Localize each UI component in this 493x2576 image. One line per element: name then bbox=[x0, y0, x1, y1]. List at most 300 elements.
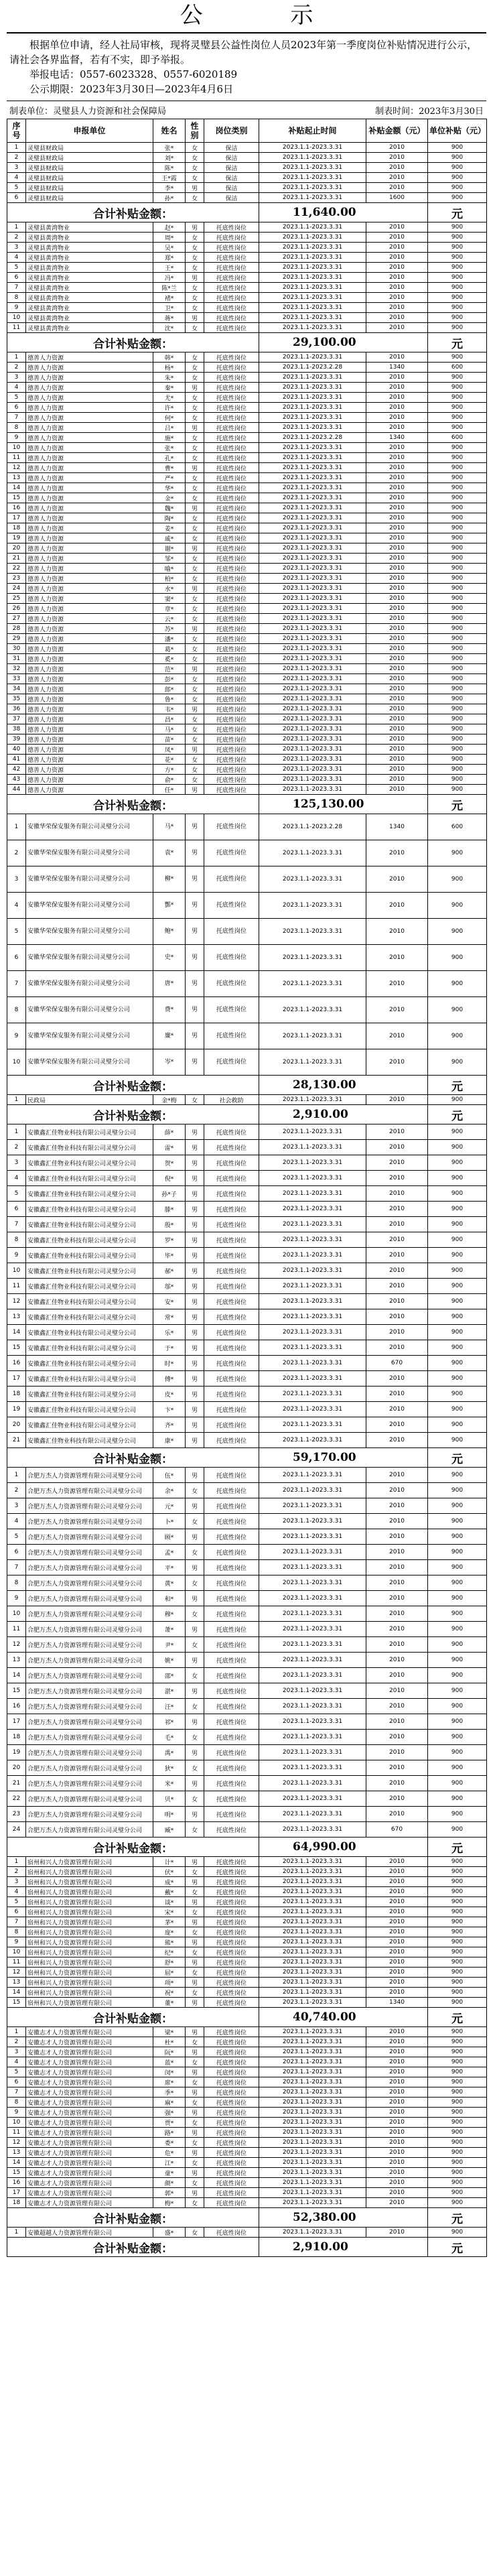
cell-index: 2 bbox=[7, 2037, 26, 2047]
cell-amount: 2010 bbox=[366, 1807, 428, 1822]
cell-index: 18 bbox=[7, 1387, 26, 1402]
table-row bbox=[7, 523, 487, 533]
cell-amount: 2010 bbox=[366, 1483, 428, 1498]
table-row bbox=[7, 1745, 487, 1760]
cell-unit: 安徽鑫汇佳物业科技有限公司灵璧分公司 bbox=[26, 1340, 153, 1356]
cell-period: 2023.1.1-2023.3.31 bbox=[259, 1279, 366, 1294]
cell-name: 阮* bbox=[153, 2047, 186, 2057]
cell-amount: 2010 bbox=[366, 734, 428, 745]
cell-category: 托底性岗位 bbox=[204, 840, 259, 866]
cell-gender: 男 bbox=[186, 2148, 204, 2158]
cell-index: 5 bbox=[7, 919, 26, 945]
cell-index: 15 bbox=[7, 2168, 26, 2178]
cell-name: 廉* bbox=[153, 1023, 186, 1049]
cell-name: 邹* bbox=[153, 554, 186, 564]
subsidy-table bbox=[7, 119, 487, 2257]
cell-unit: 灵璧县黄湾物业 bbox=[26, 313, 153, 323]
cell-gender: 女 bbox=[186, 483, 204, 493]
cell-gender: 女 bbox=[186, 1483, 204, 1498]
cell-unit: 德善人力资源 bbox=[26, 604, 153, 614]
table-row bbox=[7, 473, 487, 483]
table-row bbox=[7, 1498, 487, 1514]
header-amount: 补贴金额（元） bbox=[366, 119, 428, 143]
cell-amount: 1340 bbox=[366, 433, 428, 443]
cell-name: 时* bbox=[153, 1356, 186, 1371]
cell-unit-subsidy: 900 bbox=[428, 2138, 487, 2148]
cell-unit-subsidy: 900 bbox=[428, 1171, 487, 1186]
cell-period: 2023.1.1-2023.3.31 bbox=[259, 393, 366, 403]
cell-category: 托底性岗位 bbox=[204, 1807, 259, 1822]
cell-name: 娄* bbox=[153, 2138, 186, 2148]
cell-unit: 德善人力资源 bbox=[26, 584, 153, 594]
cell-category: 托底性岗位 bbox=[204, 273, 259, 283]
cell-category: 托底性岗位 bbox=[204, 634, 259, 644]
cell-amount: 2010 bbox=[366, 624, 428, 634]
total-unit: 元 bbox=[428, 2208, 487, 2228]
cell-gender: 女 bbox=[186, 2037, 204, 2047]
cell-unit: 灵璧县黄湾物业 bbox=[26, 293, 153, 303]
cell-name: 金*梅 bbox=[153, 1095, 186, 1105]
cell-unit-subsidy: 900 bbox=[428, 1968, 487, 1978]
cell-period: 2023.1.1-2023.3.31 bbox=[259, 193, 366, 203]
cell-index: 13 bbox=[7, 1653, 26, 1668]
cell-gender: 男 bbox=[186, 1340, 204, 1356]
total-label: 合计补贴金额： bbox=[7, 1105, 259, 1124]
cell-period: 2023.1.1-2023.3.31 bbox=[259, 2178, 366, 2188]
table-row bbox=[7, 1049, 487, 1076]
cell-unit-subsidy: 900 bbox=[428, 1897, 487, 1907]
cell-gender: 女 bbox=[186, 614, 204, 624]
group-total-row bbox=[7, 203, 487, 222]
total-unit: 元 bbox=[428, 2238, 487, 2257]
cell-category: 托底性岗位 bbox=[204, 2027, 259, 2037]
cell-amount: 2010 bbox=[366, 293, 428, 303]
table-row bbox=[7, 1957, 487, 1968]
cell-period: 2023.1.1-2023.3.31 bbox=[259, 2087, 366, 2098]
table-row bbox=[7, 2047, 487, 2057]
cell-gender: 女 bbox=[186, 352, 204, 363]
cell-period: 2023.1.1-2023.3.31 bbox=[259, 1988, 366, 1998]
cell-unit: 安徽志才人力资源管理有限公司 bbox=[26, 2118, 153, 2128]
cell-name: 奚* bbox=[153, 654, 186, 664]
table-row bbox=[7, 1171, 487, 1186]
table-row bbox=[7, 383, 487, 393]
total-label: 合计补贴金额： bbox=[7, 1838, 259, 1857]
cell-unit-subsidy: 900 bbox=[428, 2168, 487, 2178]
cell-category: 托底性岗位 bbox=[204, 2178, 259, 2188]
cell-category: 托底性岗位 bbox=[204, 1417, 259, 1433]
cell-period: 2023.1.1-2023.3.31 bbox=[259, 303, 366, 313]
cell-period: 2023.1.1-2023.3.31 bbox=[259, 2228, 366, 2238]
cell-name: 任* bbox=[153, 785, 186, 795]
cell-index: 30 bbox=[7, 644, 26, 654]
table-row bbox=[7, 2027, 487, 2037]
cell-category: 托底性岗位 bbox=[204, 1606, 259, 1622]
cell-index: 3 bbox=[7, 866, 26, 893]
cell-period: 2023.1.1-2023.3.31 bbox=[259, 283, 366, 293]
cell-index: 7 bbox=[7, 1217, 26, 1232]
cell-amount: 2010 bbox=[366, 273, 428, 283]
cell-unit: 安徽超越人力资源管理有限公司 bbox=[26, 2228, 153, 2238]
table-row bbox=[7, 393, 487, 403]
cell-period: 2023.1.1-2023.3.31 bbox=[259, 840, 366, 866]
cell-name: 戴* bbox=[153, 1887, 186, 1897]
cell-period: 2023.1.1-2023.3.31 bbox=[259, 1140, 366, 1155]
cell-category: 托底性岗位 bbox=[204, 704, 259, 714]
cell-name: 湛* bbox=[153, 1683, 186, 1699]
cell-unit-subsidy: 900 bbox=[428, 323, 487, 333]
cell-name: 祁* bbox=[153, 1714, 186, 1730]
cell-unit-subsidy: 900 bbox=[428, 971, 487, 997]
table-row bbox=[7, 1124, 487, 1140]
cell-index: 13 bbox=[7, 1978, 26, 1988]
cell-gender: 男 bbox=[186, 1776, 204, 1791]
cell-gender: 女 bbox=[186, 654, 204, 664]
cell-index: 4 bbox=[7, 1514, 26, 1529]
cell-category: 托底性岗位 bbox=[204, 2198, 259, 2208]
cell-period: 2023.1.1-2023.3.31 bbox=[259, 724, 366, 734]
cell-name: 史* bbox=[153, 945, 186, 971]
total-label: 合计补贴金额： bbox=[7, 1076, 259, 1095]
cell-unit-subsidy: 900 bbox=[428, 423, 487, 433]
cell-amount: 2010 bbox=[366, 1591, 428, 1606]
cell-unit-subsidy: 900 bbox=[428, 2188, 487, 2198]
cell-amount: 2010 bbox=[366, 1637, 428, 1653]
cell-unit-subsidy: 900 bbox=[428, 785, 487, 795]
cell-period: 2023.1.1-2023.3.31 bbox=[259, 919, 366, 945]
cell-name: 凤* bbox=[153, 745, 186, 755]
total-label: 合计补贴金额： bbox=[7, 795, 259, 814]
cell-period: 2023.1.1-2023.3.31 bbox=[259, 483, 366, 493]
cell-category: 托底性岗位 bbox=[204, 1699, 259, 1714]
cell-index: 1 bbox=[7, 1095, 26, 1105]
cell-name: 吕* bbox=[153, 423, 186, 433]
cell-unit: 合肥万杰人力资源管理有限公司灵璧分公司 bbox=[26, 1807, 153, 1822]
cell-amount: 670 bbox=[366, 1356, 428, 1371]
cell-amount: 2010 bbox=[366, 253, 428, 263]
cell-unit-subsidy: 900 bbox=[428, 584, 487, 594]
cell-amount: 2010 bbox=[366, 840, 428, 866]
cell-category: 托底性岗位 bbox=[204, 1171, 259, 1186]
cell-index: 1 bbox=[7, 1124, 26, 1140]
cell-index: 36 bbox=[7, 704, 26, 714]
cell-index: 5 bbox=[7, 2067, 26, 2077]
cell-gender: 女 bbox=[186, 644, 204, 654]
cell-gender: 女 bbox=[186, 1730, 204, 1745]
cell-period: 2023.1.1-2023.3.31 bbox=[259, 1325, 366, 1340]
cell-gender: 男 bbox=[186, 1140, 204, 1155]
cell-name: 范* bbox=[153, 664, 186, 674]
cell-category: 托底性岗位 bbox=[204, 433, 259, 443]
cell-period: 2023.1.1-2023.3.31 bbox=[259, 654, 366, 664]
cell-period: 2023.1.1-2023.3.31 bbox=[259, 1498, 366, 1514]
cell-unit-subsidy: 900 bbox=[428, 193, 487, 203]
cell-unit-subsidy: 900 bbox=[428, 2118, 487, 2128]
cell-unit: 宿州和兴人力资源管理有限公司 bbox=[26, 1968, 153, 1978]
total-label: 合计补贴金额： bbox=[7, 1448, 259, 1468]
cell-category: 托底性岗位 bbox=[204, 443, 259, 453]
cell-unit-subsidy: 900 bbox=[428, 674, 487, 684]
table-row bbox=[7, 1575, 487, 1591]
group-total-row bbox=[7, 1076, 487, 1095]
cell-category: 托底性岗位 bbox=[204, 2158, 259, 2168]
cell-index: 7 bbox=[7, 1560, 26, 1575]
cell-amount: 2010 bbox=[366, 1653, 428, 1668]
cell-unit: 安徽华荣保安服务有限公司灵璧分公司 bbox=[26, 971, 153, 997]
cell-unit: 安徽志才人力资源管理有限公司 bbox=[26, 2098, 153, 2108]
cell-period: 2023.1.1-2023.3.31 bbox=[259, 1514, 366, 1529]
cell-amount: 2010 bbox=[366, 584, 428, 594]
cell-unit: 安徽鑫汇佳物业科技有限公司灵璧分公司 bbox=[26, 1402, 153, 1417]
cell-gender: 男 bbox=[186, 543, 204, 554]
cell-unit: 安徽志才人力资源管理有限公司 bbox=[26, 2057, 153, 2067]
cell-category: 托底性岗位 bbox=[204, 2148, 259, 2158]
cell-name: 金* bbox=[153, 493, 186, 503]
cell-amount: 2010 bbox=[366, 1730, 428, 1745]
cell-index: 5 bbox=[7, 183, 26, 193]
table-row bbox=[7, 313, 487, 323]
cell-index: 10 bbox=[7, 313, 26, 323]
cell-index: 9 bbox=[7, 303, 26, 313]
cell-unit-subsidy: 900 bbox=[428, 1622, 487, 1637]
cell-category: 托底性岗位 bbox=[204, 1232, 259, 1248]
table-row bbox=[7, 193, 487, 203]
cell-amount: 2010 bbox=[366, 243, 428, 253]
cell-period: 2023.1.1-2023.3.31 bbox=[259, 1937, 366, 1947]
table-row bbox=[7, 1402, 487, 1417]
cell-gender: 女 bbox=[186, 403, 204, 413]
table-row bbox=[7, 1248, 487, 1263]
cell-unit-subsidy: 900 bbox=[428, 303, 487, 313]
cell-unit-subsidy: 900 bbox=[428, 1309, 487, 1325]
cell-unit: 灵璧县黄湾物业 bbox=[26, 243, 153, 253]
cell-index: 3 bbox=[7, 1498, 26, 1514]
total-amount: 52,380.00 bbox=[259, 2208, 428, 2228]
cell-category: 托底性岗位 bbox=[204, 2128, 259, 2138]
cell-gender: 女 bbox=[186, 1606, 204, 1622]
cell-unit: 合肥万杰人力资源管理有限公司灵璧分公司 bbox=[26, 1529, 153, 1545]
cell-name: 滕* bbox=[153, 1202, 186, 1217]
table-row bbox=[7, 1622, 487, 1637]
cell-index: 24 bbox=[7, 1822, 26, 1838]
cell-amount: 2010 bbox=[366, 2228, 428, 2238]
cell-name: 宋* bbox=[153, 1907, 186, 1917]
cell-gender: 女 bbox=[186, 493, 204, 503]
cell-unit: 宿州和兴人力资源管理有限公司 bbox=[26, 1887, 153, 1897]
cell-unit: 安徽鑫汇佳物业科技有限公司灵璧分公司 bbox=[26, 1217, 153, 1232]
cell-gender: 女 bbox=[186, 694, 204, 704]
cell-unit-subsidy: 900 bbox=[428, 734, 487, 745]
cell-index: 25 bbox=[7, 594, 26, 604]
cell-unit: 安徽志才人力资源管理有限公司 bbox=[26, 2178, 153, 2188]
cell-name: 费* bbox=[153, 997, 186, 1023]
cell-category: 托底性岗位 bbox=[204, 393, 259, 403]
cell-category: 托底性岗位 bbox=[204, 323, 259, 333]
cell-period: 2023.1.1-2023.3.31 bbox=[259, 997, 366, 1023]
cell-category: 托底性岗位 bbox=[204, 1309, 259, 1325]
cell-amount: 2010 bbox=[366, 2098, 428, 2108]
cell-unit-subsidy: 900 bbox=[428, 745, 487, 755]
cell-period: 2023.1.1-2023.3.31 bbox=[259, 624, 366, 634]
cell-unit: 安徽鑫汇佳物业科技有限公司灵璧分公司 bbox=[26, 1309, 153, 1325]
table-row bbox=[7, 1325, 487, 1340]
cell-name: 汪* bbox=[153, 1699, 186, 1714]
cell-category: 保洁 bbox=[204, 183, 259, 193]
cell-gender: 女 bbox=[186, 1887, 204, 1897]
cell-unit-subsidy: 900 bbox=[428, 1887, 487, 1897]
cell-period: 2023.1.1-2023.3.31 bbox=[259, 2148, 366, 2158]
cell-name: 屈* bbox=[153, 1968, 186, 1978]
cell-name: 元* bbox=[153, 1498, 186, 1514]
cell-index: 3 bbox=[7, 1877, 26, 1887]
cell-gender: 男 bbox=[186, 1371, 204, 1387]
cell-index: 33 bbox=[7, 674, 26, 684]
table-row bbox=[7, 1937, 487, 1947]
table-row bbox=[7, 684, 487, 694]
cell-amount: 2010 bbox=[366, 473, 428, 483]
cell-period: 2023.1.1-2023.3.31 bbox=[259, 1807, 366, 1822]
cell-name: 计* bbox=[153, 1857, 186, 1867]
cell-gender: 男 bbox=[186, 503, 204, 513]
cell-category: 托底性岗位 bbox=[204, 1468, 259, 1483]
cell-period: 2023.1.1-2023.3.31 bbox=[259, 694, 366, 704]
table-row bbox=[7, 1714, 487, 1730]
cell-name: 平* bbox=[153, 1560, 186, 1575]
cell-period: 2023.1.1-2023.3.31 bbox=[259, 674, 366, 684]
table-row bbox=[7, 765, 487, 775]
cell-unit-subsidy: 900 bbox=[428, 1155, 487, 1171]
table-row bbox=[7, 1897, 487, 1907]
cell-category: 托底性岗位 bbox=[204, 453, 259, 463]
cell-name: 戚* bbox=[153, 533, 186, 543]
table-row bbox=[7, 1591, 487, 1606]
cell-name: 黄* bbox=[153, 1575, 186, 1591]
cell-category: 托底性岗位 bbox=[204, 1668, 259, 1683]
cell-amount: 2010 bbox=[366, 1498, 428, 1514]
cell-amount: 2010 bbox=[366, 2138, 428, 2148]
table-row bbox=[7, 503, 487, 513]
total-amount: 40,740.00 bbox=[259, 2008, 428, 2027]
cell-gender: 男 bbox=[186, 893, 204, 919]
cell-name: 褚* bbox=[153, 293, 186, 303]
cell-gender: 男 bbox=[186, 313, 204, 323]
cell-period: 2023.1.1-2023.3.31 bbox=[259, 2108, 366, 2118]
cell-gender: 男 bbox=[186, 1498, 204, 1514]
cell-index: 3 bbox=[7, 2047, 26, 2057]
cell-amount: 2010 bbox=[366, 1248, 428, 1263]
cell-period: 2023.1.1-2023.3.31 bbox=[259, 463, 366, 473]
cell-unit: 合肥万杰人力资源管理有限公司灵璧分公司 bbox=[26, 1745, 153, 1760]
total-label: 合计补贴金额： bbox=[7, 203, 259, 222]
cell-amount: 2010 bbox=[366, 634, 428, 644]
cell-category: 托底性岗位 bbox=[204, 2057, 259, 2067]
cell-amount: 2010 bbox=[366, 674, 428, 684]
cell-category: 托底性岗位 bbox=[204, 1023, 259, 1049]
cell-category: 托底性岗位 bbox=[204, 785, 259, 795]
cell-name: 米* bbox=[153, 1776, 186, 1791]
cell-period: 2023.1.1-2023.3.31 bbox=[259, 273, 366, 283]
table-row bbox=[7, 1760, 487, 1776]
cell-unit: 合肥万杰人力资源管理有限公司灵璧分公司 bbox=[26, 1637, 153, 1653]
cell-period: 2023.1.1-2023.3.31 bbox=[259, 1124, 366, 1140]
table-row bbox=[7, 644, 487, 654]
cell-name: 董* bbox=[153, 1998, 186, 2008]
cell-unit-subsidy: 900 bbox=[428, 1124, 487, 1140]
cell-name: 陈*兰 bbox=[153, 283, 186, 293]
table-row bbox=[7, 1155, 487, 1171]
cell-period: 2023.1.1-2023.3.31 bbox=[259, 604, 366, 614]
table-row bbox=[7, 373, 487, 383]
header-period: 补贴起止时间 bbox=[259, 119, 366, 143]
table-row bbox=[7, 352, 487, 363]
cell-unit: 德善人力资源 bbox=[26, 745, 153, 755]
cell-gender: 女 bbox=[186, 443, 204, 453]
cell-index: 7 bbox=[7, 971, 26, 997]
cell-gender: 女 bbox=[186, 413, 204, 423]
cell-gender: 男 bbox=[186, 2128, 204, 2138]
table-row bbox=[7, 2077, 487, 2087]
cell-category: 托底性岗位 bbox=[204, 614, 259, 624]
cell-gender: 男 bbox=[186, 840, 204, 866]
cell-category: 托底性岗位 bbox=[204, 483, 259, 493]
cell-gender: 男 bbox=[186, 624, 204, 634]
total-label: 合计补贴金额： bbox=[7, 2208, 259, 2228]
cell-period: 2023.1.1-2023.3.31 bbox=[259, 1263, 366, 1279]
cell-unit-subsidy: 900 bbox=[428, 473, 487, 483]
cell-name: 张* bbox=[153, 443, 186, 453]
cell-category: 托底性岗位 bbox=[204, 2228, 259, 2238]
total-label: 合计补贴金额： bbox=[7, 2238, 259, 2257]
cell-amount: 2010 bbox=[366, 1529, 428, 1545]
cell-category: 托底性岗位 bbox=[204, 1186, 259, 1202]
cell-period: 2023.1.1-2023.3.31 bbox=[259, 1947, 366, 1957]
group-total-row bbox=[7, 1448, 487, 1468]
cell-amount: 2010 bbox=[366, 153, 428, 163]
cell-index: 14 bbox=[7, 2158, 26, 2168]
cell-category: 托底性岗位 bbox=[204, 1140, 259, 1155]
cell-period: 2023.1.1-2023.3.31 bbox=[259, 243, 366, 253]
page-title: 公 示 bbox=[7, 0, 486, 34]
cell-name: 孟* bbox=[153, 1545, 186, 1560]
cell-name: 彭* bbox=[153, 674, 186, 684]
cell-index: 8 bbox=[7, 2098, 26, 2108]
cell-name: 酆* bbox=[153, 893, 186, 919]
cell-unit: 安徽鑫汇佳物业科技有限公司灵璧分公司 bbox=[26, 1294, 153, 1309]
cell-category: 托底性岗位 bbox=[204, 243, 259, 253]
cell-amount: 2010 bbox=[366, 755, 428, 765]
cell-unit-subsidy: 900 bbox=[428, 1998, 487, 2008]
cell-unit-subsidy: 900 bbox=[428, 866, 487, 893]
cell-name: 贝* bbox=[153, 1791, 186, 1807]
cell-name: 伍* bbox=[153, 1468, 186, 1483]
cell-name: 童* bbox=[153, 2168, 186, 2178]
cell-name: 闵* bbox=[153, 2067, 186, 2077]
cell-amount: 2010 bbox=[366, 503, 428, 513]
cell-name: 危* bbox=[153, 2148, 186, 2158]
table-row bbox=[7, 173, 487, 183]
cell-period: 2023.1.1-2023.3.31 bbox=[259, 1730, 366, 1745]
cell-amount: 2010 bbox=[366, 2067, 428, 2077]
cell-index: 38 bbox=[7, 724, 26, 734]
table-row bbox=[7, 1340, 487, 1356]
cell-period: 2023.1.1-2023.3.31 bbox=[259, 564, 366, 574]
cell-category: 托底性岗位 bbox=[204, 866, 259, 893]
cell-gender: 男 bbox=[186, 1294, 204, 1309]
cell-period: 2023.1.1-2023.3.31 bbox=[259, 1356, 366, 1371]
cell-period: 2023.1.1-2023.3.31 bbox=[259, 2027, 366, 2037]
cell-unit: 德善人力资源 bbox=[26, 383, 153, 393]
cell-unit: 德善人力资源 bbox=[26, 614, 153, 624]
